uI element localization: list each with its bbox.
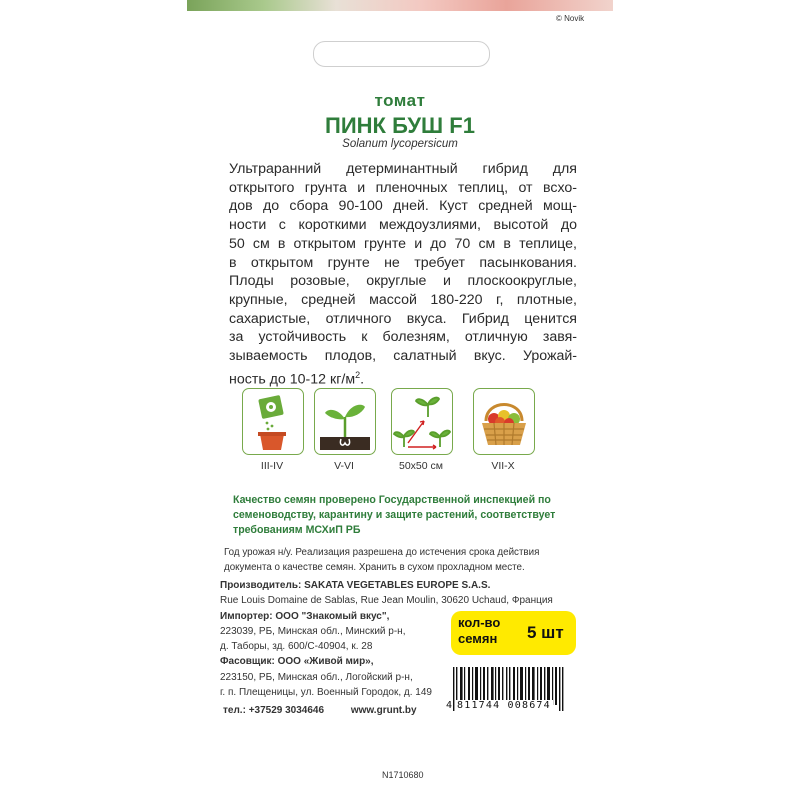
seed-count-label <box>458 615 500 647</box>
harvest-line: документа о качестве семян. Хранить в сухом прохладном месте. <box>224 561 525 573</box>
packer-address-line: 223150, РБ, Минская обл., Логойский р-н, <box>220 671 413 683</box>
importer-address-line: 223039, РБ, Минская обл., Минский р-н, <box>220 625 406 637</box>
importer-label: Импортер: ООО "Знакомый вкус", <box>220 610 390 622</box>
description-line: сахаристые, отличного вкуса. Гибрид ценится <box>229 310 577 327</box>
description-line: зываемость плодов, салатный вкус. Урожай- <box>229 348 577 365</box>
yield-unit-exponent: 2 <box>355 369 361 380</box>
producer-address: Rue Louis Domaine de Sablas, Rue Jean Moulin, 30620 Uchaud, Франция <box>220 595 553 607</box>
quality-line: семеноводству, карантину и защите растений, соответствует <box>233 509 556 521</box>
seedling-in-ground-icon <box>314 388 376 455</box>
product-variety: ПИНК БУШ F1 <box>325 113 475 138</box>
harvest-period-label: VII-X <box>491 460 515 472</box>
latin-name: Solanum lycopersicum <box>342 138 458 150</box>
seed-count-label-line: семян <box>458 631 498 646</box>
product-description <box>229 160 577 389</box>
batch-number: N1710680 <box>382 770 424 780</box>
importer-address-line: д. Таборы, зд. 600/С-40904, к. 28 <box>220 641 373 653</box>
barcode-first-digit: 4 <box>446 700 453 711</box>
growing-calendar-icons <box>241 388 571 478</box>
description-line: открытого грунта и пленочных теплиц, от всхо- <box>229 179 577 196</box>
tomato-photo-strip <box>187 0 613 11</box>
yield-end: . <box>360 371 365 388</box>
quality-line: требованиям МСХиП РБ <box>233 524 361 536</box>
producer-label: Производитель: SAKATA VEGETABLES EUROPE S.A.S. <box>220 580 491 591</box>
yield-text: ность до 10-12 кг/м <box>229 371 356 388</box>
planting-scheme-icon <box>391 388 453 455</box>
phone-number: тел.: +37529 3034646 <box>223 705 325 716</box>
harvest-storage-note <box>224 546 574 575</box>
description-line: крупные, средней массой 180-220 г, плотные, <box>229 291 577 308</box>
quality-line: Качество семян проверено Государственной инспекцией по <box>233 494 551 506</box>
description-line: дов до сбора 90-100 дней. Куст средней мощ- <box>229 198 577 215</box>
website-link[interactable]: www.grunt.by <box>350 705 417 716</box>
packer-address-line: г. п. Плещеницы, ул. Военный Городок, д. 149 <box>220 687 432 699</box>
seed-count-label-line: кол-во <box>458 615 501 630</box>
seed-count-value: 5 шт <box>527 623 564 642</box>
harvest-basket-icon <box>473 388 535 455</box>
description-line <box>229 366 577 389</box>
planting-period-label: V-VI <box>334 460 354 472</box>
packer-label: Фасовщик: ООО «Живой мир», <box>220 656 374 668</box>
sowing-period-label: III-IV <box>260 460 284 472</box>
description-line: в открытом грунте не требует пасынкования. <box>229 254 577 271</box>
barcode-digits: 811744 008674 <box>457 700 551 711</box>
description-line: Плоды розовые, округлые и плоскоокруглые, <box>229 273 577 290</box>
planting-scheme-label: 50x50 см <box>399 460 443 472</box>
description-line: за устойчивость к болезням, отличную завя- <box>229 329 577 346</box>
sowing-pot-icon <box>242 388 304 455</box>
description-line: 50 см в открытом грунте и до 70 см в теплице, <box>229 235 577 252</box>
hang-hole-slot <box>313 41 490 67</box>
description-line: ности с короткими междоузлиями, высотой до <box>229 217 577 234</box>
copyright-note: © Novik <box>556 14 585 23</box>
contacts <box>223 705 441 716</box>
description-line: Ультраранний детерминантный гибрид для <box>229 161 577 177</box>
harvest-line: Год урожая н/у. Реализация разрешена до истечения срока действия <box>224 547 540 558</box>
product-kind: томат <box>374 91 426 110</box>
seed-count-badge <box>451 611 576 655</box>
quality-statement <box>233 493 573 538</box>
